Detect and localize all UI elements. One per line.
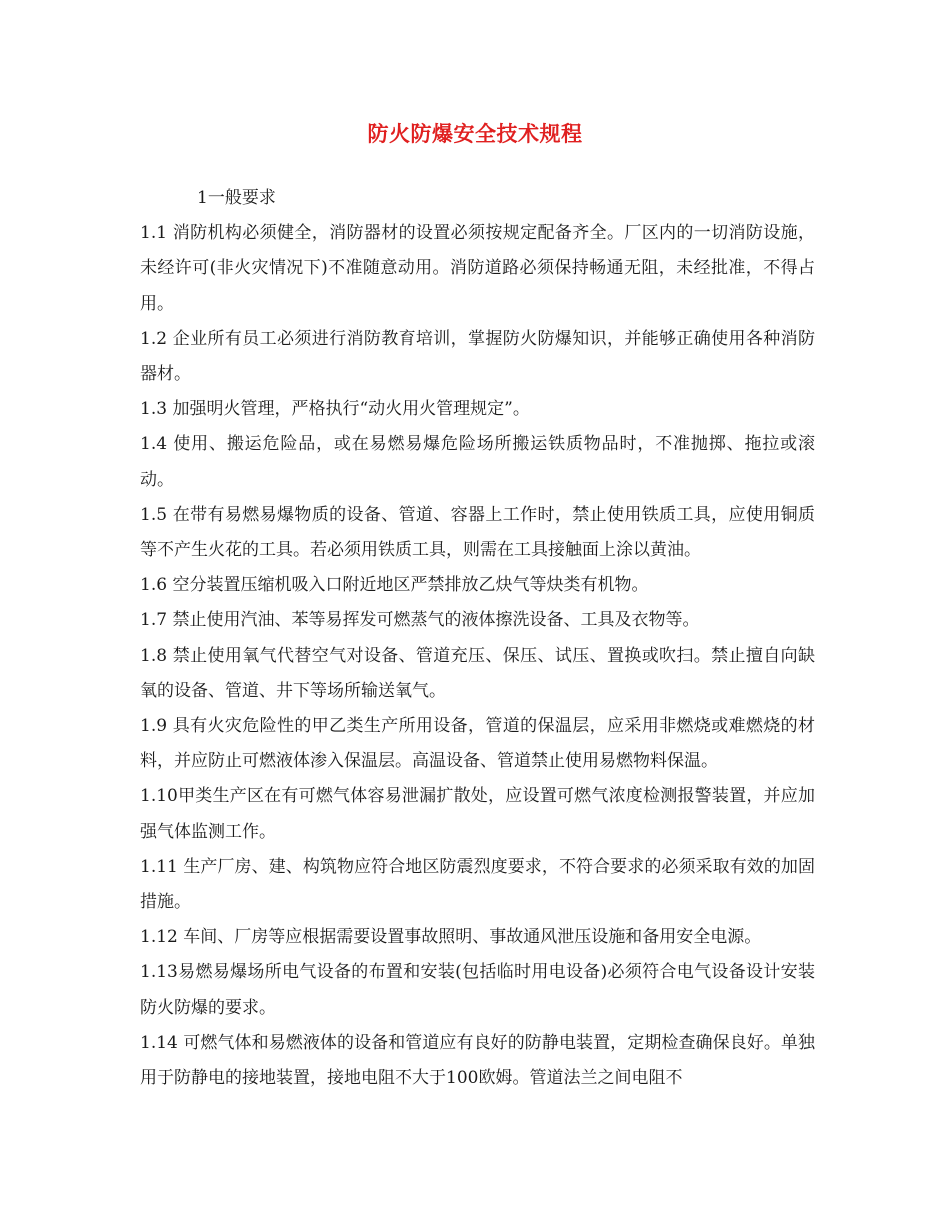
clause-1-9: 1.9 具有火灾危险性的甲乙类生产所用设备，管道的保温层，应采用非燃烧或难燃烧的材料，并应防止可燃液体渗入保温层。高温设备、管道禁止使用易燃物料保温。: [140, 716, 815, 772]
clause-1-6: 1.6 空分装置压缩机吸入口附近地区严禁排放乙炔气等炔类有机物。: [140, 575, 649, 596]
document-body: [140, 181, 815, 1096]
clause-1-13: 1.13易燃易爆场所电气设备的布置和安装(包括临时用电设备)必须符合电气设备设计安装防火防爆的要求。: [140, 962, 815, 1018]
section-heading: 1一般要求: [197, 188, 276, 208]
clause-1-10: 1.10甲类生产区在有可燃气体容易泄漏扩散处，应设置可燃气浓度检测报警装置，并应加强气体监测工作。: [140, 786, 815, 842]
clause-1-2: 1.2 企业所有员工必须进行消防教育培训，掌握防火防爆知识，并能够正确使用各种消防器材。: [140, 328, 815, 385]
clause-1-11: 1.11 生产厂房、建、构筑物应符合地区防震烈度要求，不符合要求的必须采取有效的加固措施。: [140, 856, 815, 913]
clause-1-14: 1.14 可燃气体和易燃液体的设备和管道应有良好的防静电装置，定期检查确保良好。单独用于防静电的接地装置，接地电阻不大于100欧姆。管道法兰之间电阻不: [140, 1032, 815, 1089]
clause-1-12: 1.12 车间、厂房等应根据需要设置事故照明、事故通风泄压设施和备用安全电源。: [140, 927, 762, 948]
clause-1-3: 1.3 加强明火管理，严格执行“动火用火管理规定”。: [140, 399, 530, 420]
clause-1-4: 1.4 使用、搬运危险品，或在易燃易爆危险场所搬运铁质物品时，不准抛掷、拖拉或滚动。: [140, 434, 815, 490]
clause-1-1: 1.1 消防机构必须健全，消防器材的设置必须按规定配备齐全。厂区内的一切消防设施，未经许可(非火灾情况下)不准随意动用。消防道路必须保持畅通无阻，未经批准，不得占用。: [140, 223, 815, 314]
clause-1-7: 1.7 禁止使用汽油、苯等易挥发可燃蒸气的液体擦洗设备、工具及衣物等。: [140, 610, 700, 631]
document-title: 防火防爆安全技术规程: [367, 122, 583, 146]
clause-1-8: 1.8 禁止使用氧气代替空气对设备、管道充压、保压、试压、置换或吹扫。禁止擅自向缺氧的设备、管道、井下等场所输送氧气。: [140, 645, 815, 701]
clause-1-5: 1.5 在带有易燃易爆物质的设备、管道、容器上工作时，禁止使用铁质工具，应使用铜质等不产生火花的工具。若必须用铁质工具，则需在工具接触面上涂以黄油。: [140, 504, 815, 561]
